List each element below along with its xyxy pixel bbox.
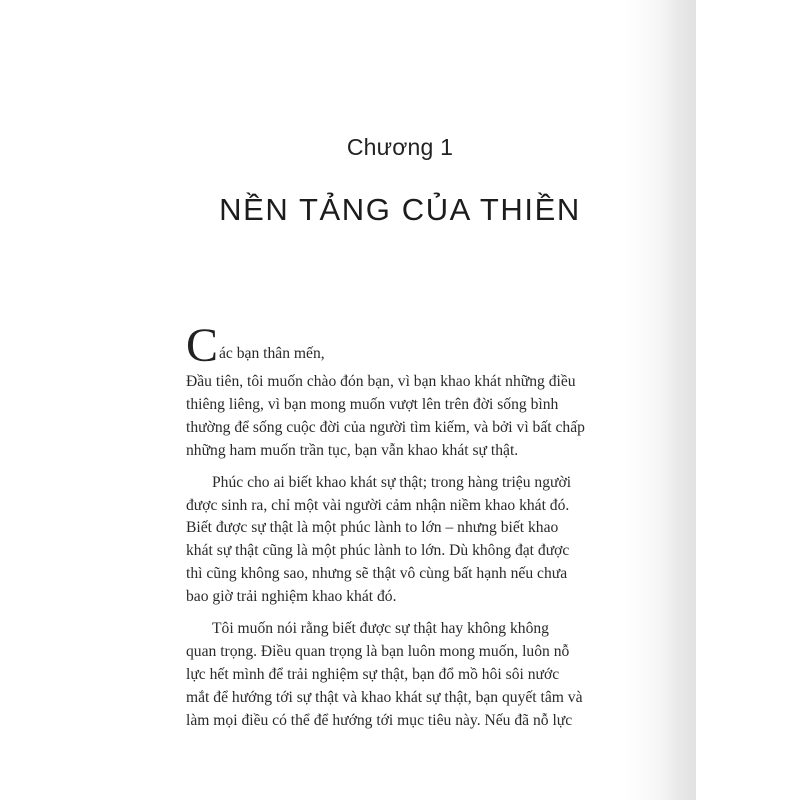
drop-cap: C	[186, 319, 219, 372]
paragraph-line: quan trọng. Điều quan trọng là bạn luôn mong muốn, luôn nỗ	[186, 642, 570, 660]
paragraph-line: Phúc cho ai biết khao khát sự thật; trong hàng triệu người	[212, 473, 572, 491]
paragraph-line: Tôi muốn nói rằng biết được sự thật hay không không	[212, 620, 549, 638]
paragraph-line: thiêng liêng, vì bạn mong muốn vượt lên trên đời sống bình	[186, 395, 559, 413]
salutation	[186, 319, 614, 372]
paragraph-line: được sinh ra, chỉ một vài người cảm nhận niềm khao khát đó.	[186, 496, 570, 514]
paragraph-line: Đầu tiên, tôi muốn chào đón bạn, vì bạn khao khát những điều	[186, 373, 576, 390]
paragraph-line: lực hết mình để trải nghiệm sự thật, bạn đổ mồ hôi sôi nước	[186, 665, 560, 683]
paragraph-2	[186, 472, 614, 609]
chapter-number: Chương 1	[346, 134, 454, 160]
paragraph-line: thì cũng không sao, nhưng sẽ thật vô cùng bất hạnh nếu chưa	[186, 565, 568, 583]
paragraph-line: Biết được sự thật là một phúc lành to lớn – nhưng biết khao	[186, 519, 559, 537]
chapter-body	[186, 319, 614, 742]
paragraph-line: bao giờ trải nghiệm khao khát đó.	[186, 588, 397, 606]
paragraph-line: làm mọi điều có thể để hướng tới mục tiêu này. Nếu đã nỗ lực	[186, 711, 573, 729]
salutation-text: ác bạn thân mến,	[219, 345, 325, 362]
page-edge-shadow	[660, 0, 696, 800]
paragraph-line: mắt để hướng tới sự thật và khao khát sự thật, bạn quyết tâm và	[186, 688, 583, 706]
paragraph-1	[186, 371, 614, 463]
paragraph-line: những ham muốn trần tục, bạn vẫn khao khát sự thật.	[186, 441, 519, 459]
paragraph-3	[186, 618, 614, 733]
paragraph-line: thường để sống cuộc đời của người tìm kiếm, và bởi vì bất chấp	[186, 418, 585, 436]
chapter-title: NỀN TẢNG CỦA THIỀN	[219, 192, 581, 227]
paragraph-line: khát sự thật cũng là một phúc lành to lớn. Dù không đạt được	[186, 542, 570, 560]
